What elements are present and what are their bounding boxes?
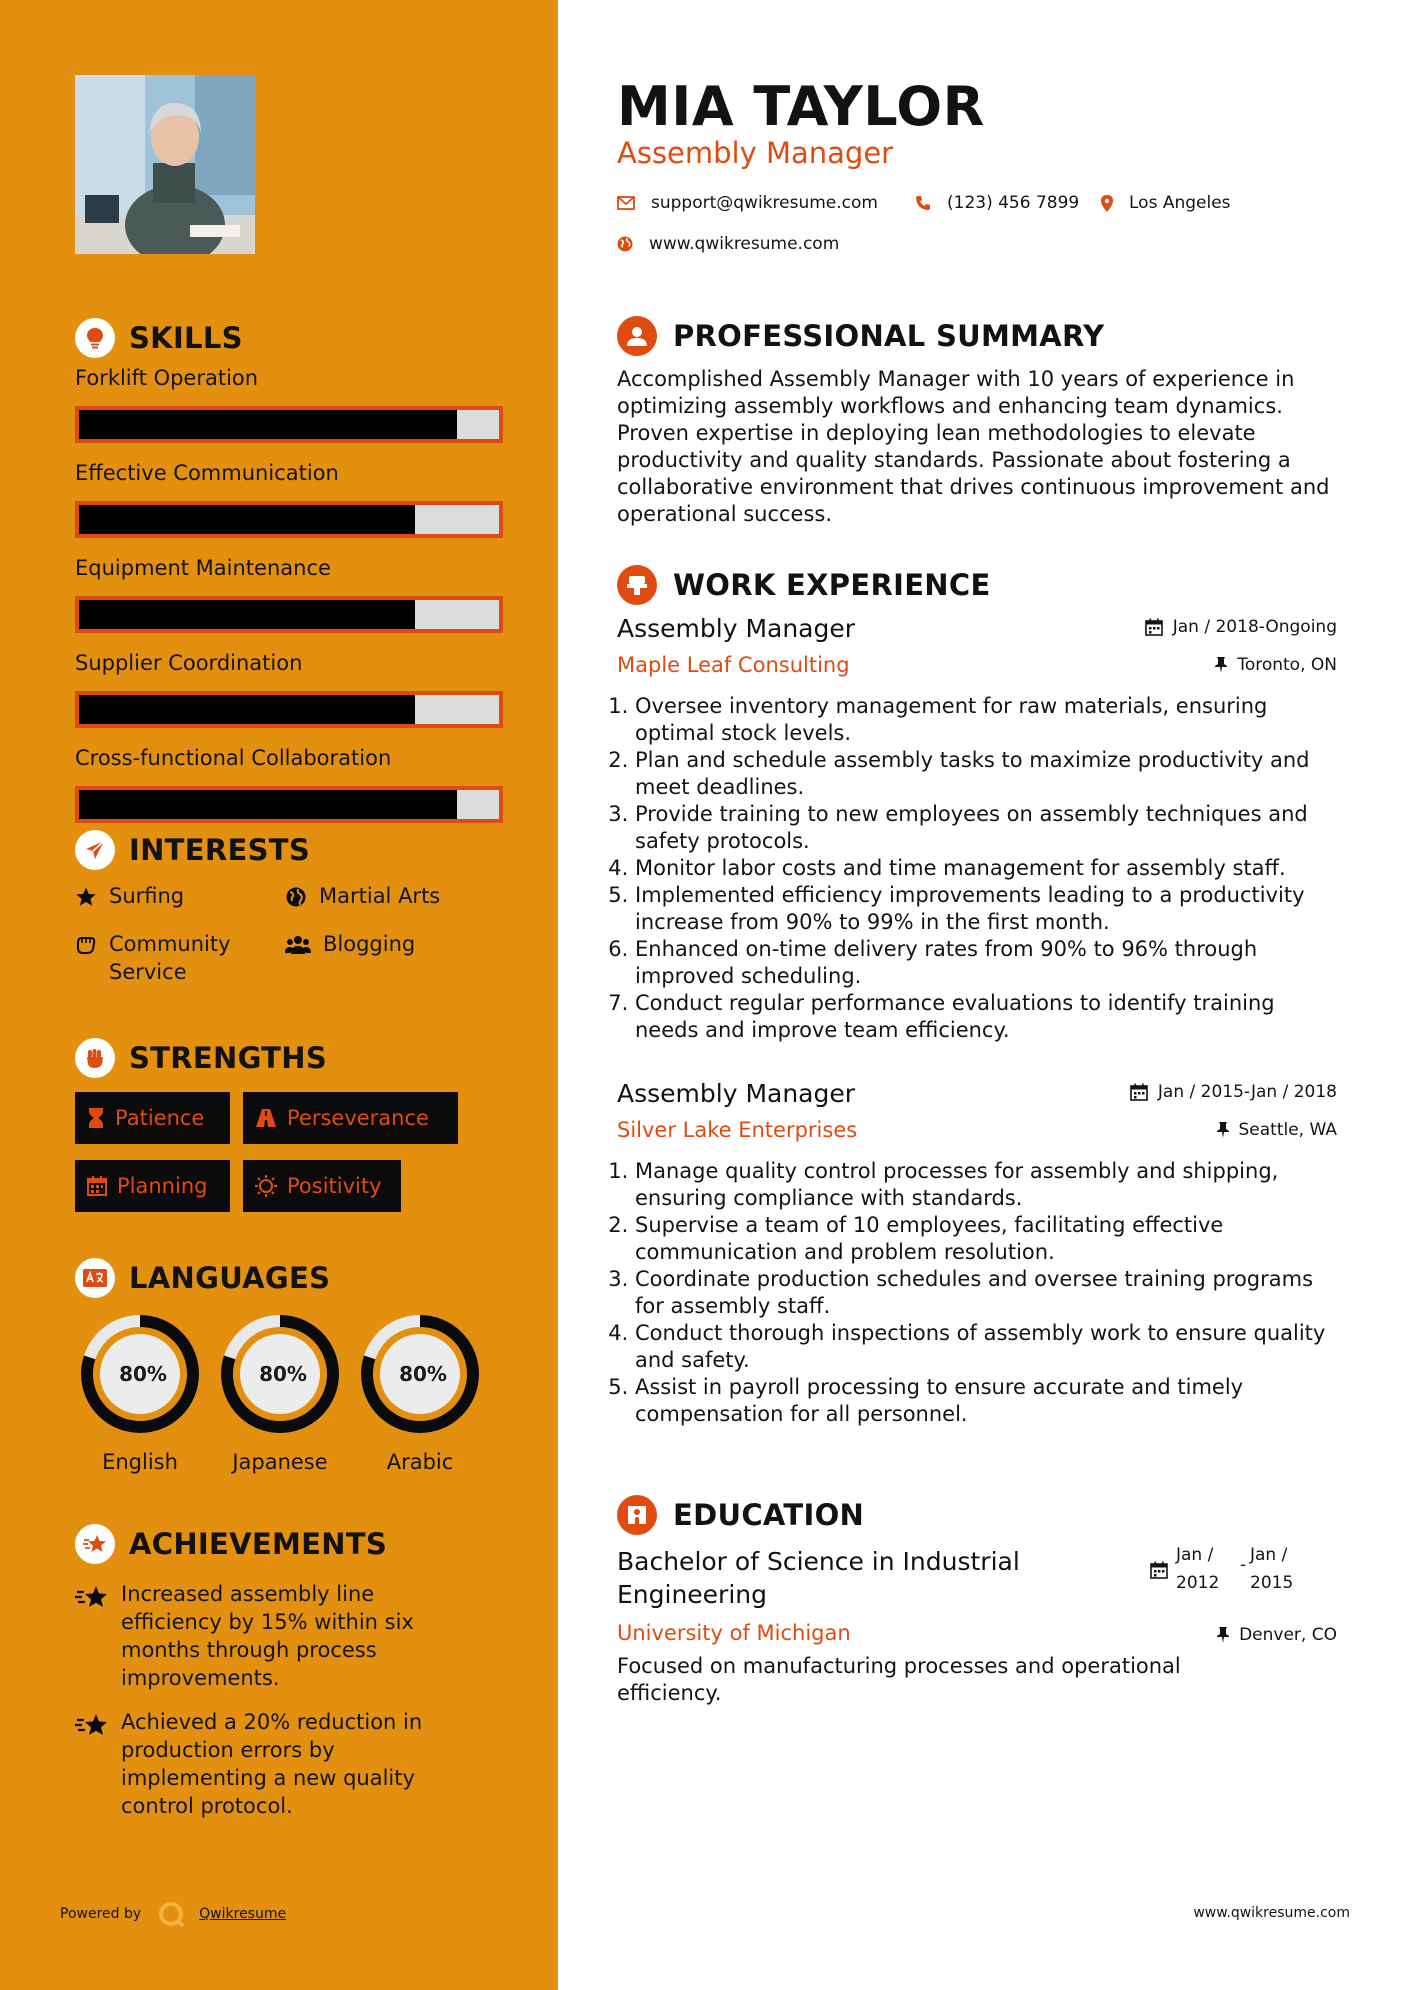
education-heading	[617, 1495, 864, 1535]
job-title: Assembly Manager	[617, 1079, 856, 1108]
interest-item	[285, 930, 415, 958]
strengths-title: STRENGTHS	[129, 1041, 328, 1075]
achievement-item	[75, 1580, 515, 1692]
website-text: www.qwikresume.com	[649, 234, 840, 254]
job-bullet: 5. Assist in payroll processing to ensure accurate and timely compensation for all personnel.	[635, 1374, 1337, 1428]
skill-level-fill	[79, 410, 457, 439]
language-name: Japanese	[232, 1450, 328, 1474]
skill-item	[75, 649, 515, 728]
achievement-item	[75, 1708, 515, 1820]
envelope-icon	[617, 196, 635, 210]
job-bullets	[617, 693, 1337, 1044]
calendar-icon	[1145, 618, 1163, 636]
job-entry	[617, 1078, 1337, 1428]
skills-title: SKILLS	[129, 321, 243, 355]
experience-title: WORK EXPERIENCE	[673, 568, 991, 602]
skill-name: Effective Communication	[75, 461, 339, 485]
job-location	[1215, 655, 1337, 675]
job-bullet: 3. Coordinate production schedules and oversee training programs for assembly staff.	[635, 1266, 1337, 1320]
pushpin-icon	[1217, 1627, 1229, 1643]
language-item	[355, 1312, 485, 1474]
interest-label: Community Service	[109, 932, 231, 984]
strength-badge	[75, 1092, 230, 1144]
achievements-title: ACHIEVEMENTS	[129, 1527, 388, 1561]
skill-level-bar	[75, 786, 503, 823]
job-bullet: 2. Plan and schedule assembly tasks to maximize productivity and meet deadlines.	[635, 747, 1337, 801]
interests-title: INTERESTS	[129, 833, 311, 867]
education-end-year: 2015	[1250, 1573, 1294, 1593]
location-text: Los Angeles	[1129, 193, 1231, 213]
experience-heading	[617, 565, 991, 605]
map-pin-icon	[1101, 195, 1113, 212]
job-bullet: 6. Enhanced on-time delivery rates from 90% to 96% through improved scheduling.	[635, 936, 1337, 990]
education-start-month: Jan /	[1176, 1545, 1214, 1565]
language-percent: 80%	[399, 1362, 447, 1386]
interests-heading	[75, 830, 515, 870]
interest-item	[75, 882, 184, 910]
pushpin-icon	[1217, 1122, 1229, 1138]
graduation-icon	[617, 1495, 657, 1535]
job-bullet: 1. Manage quality control processes for assembly and shipping, ensuring compliance with standards.	[635, 1158, 1337, 1212]
education-entry	[617, 1545, 1337, 1707]
job-location-text: Toronto, ON	[1237, 655, 1337, 675]
interests-section	[75, 830, 515, 1002]
contact-phone[interactable]	[915, 193, 1079, 213]
interest-label: Blogging	[323, 932, 416, 956]
briefcase-icon	[617, 565, 657, 605]
interests-list	[75, 882, 515, 1002]
star-icon	[75, 886, 97, 908]
strength-label: Perseverance	[287, 1106, 429, 1130]
skill-level-fill	[79, 790, 457, 819]
job-location	[1217, 1120, 1338, 1140]
languages-list	[75, 1312, 515, 1482]
skill-name: Cross-functional Collaboration	[75, 746, 392, 770]
summary-text: Accomplished Assembly Manager with 10 years of experience in optimizing assembly workflows and enhancing team dynamics. Proven expertise in deploying lean methodologies to elevate productivity and quality standards. Passionate about fostering a collaborative environment that drives continuous improvement and operational success.	[617, 367, 1330, 526]
globe-icon	[617, 236, 633, 252]
education-description: Focused on manufacturing processes and operational efficiency.	[617, 1654, 1181, 1705]
achievements-list	[75, 1580, 515, 1820]
qwikresume-logo-icon	[157, 1900, 185, 1928]
interest-item	[75, 930, 265, 986]
user-icon	[617, 316, 657, 356]
strength-label: Planning	[117, 1174, 208, 1198]
summary-title: PROFESSIONAL SUMMARY	[673, 319, 1105, 353]
education-location	[1217, 1625, 1337, 1645]
sidebar	[0, 0, 558, 1990]
contact-email[interactable]	[617, 193, 878, 213]
skill-name: Supplier Coordination	[75, 651, 303, 675]
language-name: Arabic	[386, 1450, 454, 1474]
footer-url[interactable]: www.qwikresume.com	[1193, 1905, 1350, 1921]
star-burst-icon	[75, 1712, 109, 1738]
job-bullet: 5. Implemented efficiency improvements leading to a productivity increase from 90% to 99% in the first month.	[635, 882, 1337, 936]
skill-level-fill	[79, 600, 415, 629]
users-icon	[285, 934, 311, 956]
star-burst-icon	[75, 1584, 109, 1610]
strength-label: Positivity	[287, 1174, 382, 1198]
job-bullet: 2. Supervise a team of 10 employees, facilitating effective communication and problem resolution.	[635, 1212, 1337, 1266]
interest-label: Surfing	[109, 884, 185, 908]
skills-heading	[75, 318, 515, 358]
education-school: University of Michigan	[617, 1621, 851, 1645]
skill-level-fill	[79, 505, 415, 534]
calendar-icon	[1130, 1083, 1148, 1101]
strength-badge	[75, 1160, 230, 1212]
achievement-text: Achieved a 20% reduction in production errors by implementing a new quality control protocol.	[121, 1710, 423, 1818]
contact-website[interactable]	[617, 234, 839, 254]
languages-heading	[75, 1258, 515, 1298]
job-date-text: Jan / 2015-Jan / 2018	[1157, 1082, 1337, 1102]
powered-by	[60, 1900, 286, 1928]
job-date-text: Jan / 2018-Ongoing	[1172, 617, 1337, 637]
languages-title: LANGUAGES	[129, 1261, 331, 1295]
skill-level-bar	[75, 406, 503, 443]
trophy-star-icon	[75, 1524, 115, 1564]
skill-level-bar	[75, 501, 503, 538]
education-degree: Bachelor of Science in Industrial Engineering	[617, 1547, 1020, 1609]
education-date-separator: -	[1240, 1555, 1247, 1575]
summary-heading	[617, 316, 1104, 356]
lightbulb-icon	[75, 318, 115, 358]
skill-name: Forklift Operation	[75, 366, 259, 390]
email-text: support@qwikresume.com	[651, 193, 878, 213]
strengths-list	[75, 1092, 515, 1232]
candidate-name: MIA TAYLOR	[617, 75, 985, 138]
sun-icon	[255, 1175, 277, 1197]
job-company: Silver Lake Enterprises	[617, 1118, 858, 1142]
qwikresume-link[interactable]: Qwikresume	[199, 1906, 287, 1922]
skills-section	[75, 318, 515, 823]
achievements-heading	[75, 1524, 515, 1564]
job-bullet: 7. Conduct regular performance evaluations to identify training needs and improve team efficiency.	[635, 990, 1337, 1044]
profile-photo	[75, 75, 255, 254]
job-entry	[617, 613, 1337, 1044]
hourglass-icon	[87, 1107, 105, 1129]
language-icon	[75, 1258, 115, 1298]
job-date	[1145, 617, 1337, 637]
language-item	[215, 1312, 345, 1474]
language-percent: 80%	[259, 1362, 307, 1386]
skill-name: Equipment Maintenance	[75, 556, 331, 580]
hand-icon	[75, 934, 97, 956]
language-name: English	[102, 1450, 178, 1474]
phone-text: (123) 456 7899	[947, 193, 1080, 213]
skill-item	[75, 554, 515, 633]
candidate-role: Assembly Manager	[617, 136, 894, 170]
skill-level-bar	[75, 596, 503, 633]
job-title: Assembly Manager	[617, 614, 856, 643]
pushpin-icon	[1215, 657, 1227, 673]
job-bullet: 4. Conduct thorough inspections of assembly work to ensure quality and safety.	[635, 1320, 1337, 1374]
skill-level-bar	[75, 691, 503, 728]
education-title: EDUCATION	[673, 1498, 865, 1532]
interest-item	[285, 882, 440, 910]
skill-item	[75, 459, 515, 538]
job-bullet: 4. Monitor labor costs and time management for assembly staff.	[635, 855, 1337, 882]
achievements-section	[75, 1524, 515, 1820]
languages-section	[75, 1258, 515, 1482]
strength-badge	[243, 1160, 401, 1212]
calendar-icon	[1150, 1561, 1168, 1579]
strength-badge	[243, 1092, 458, 1144]
strengths-section	[75, 1038, 515, 1232]
skill-item	[75, 744, 515, 823]
phone-icon	[915, 195, 931, 211]
skill-item	[75, 364, 515, 443]
education-end-month: Jan /	[1250, 1545, 1288, 1565]
education-location-text: Denver, CO	[1239, 1625, 1337, 1645]
achievement-text: Increased assembly line efficiency by 15% within six months through process improvements.	[121, 1582, 414, 1690]
strength-label: Patience	[115, 1106, 205, 1130]
job-bullets	[617, 1158, 1337, 1428]
language-item	[75, 1312, 205, 1474]
job-date	[1130, 1082, 1337, 1102]
calendar-icon	[87, 1176, 107, 1196]
road-icon	[255, 1108, 277, 1128]
interest-label: Martial Arts	[319, 884, 441, 908]
job-company: Maple Leaf Consulting	[617, 653, 850, 677]
job-location-text: Seattle, WA	[1238, 1120, 1337, 1140]
contact-location	[1101, 193, 1231, 213]
skill-level-fill	[79, 695, 415, 724]
language-percent: 80%	[119, 1362, 167, 1386]
strengths-heading	[75, 1038, 515, 1078]
fist-icon	[75, 1038, 115, 1078]
paper-plane-icon	[75, 830, 115, 870]
globe-icon	[285, 886, 307, 908]
education-start-year: 2012	[1176, 1573, 1220, 1593]
powered-by-label: Powered by	[60, 1906, 142, 1922]
job-bullet: 3. Provide training to new employees on assembly techniques and safety protocols.	[635, 801, 1337, 855]
job-bullet: 1. Oversee inventory management for raw materials, ensuring optimal stock levels.	[635, 693, 1337, 747]
